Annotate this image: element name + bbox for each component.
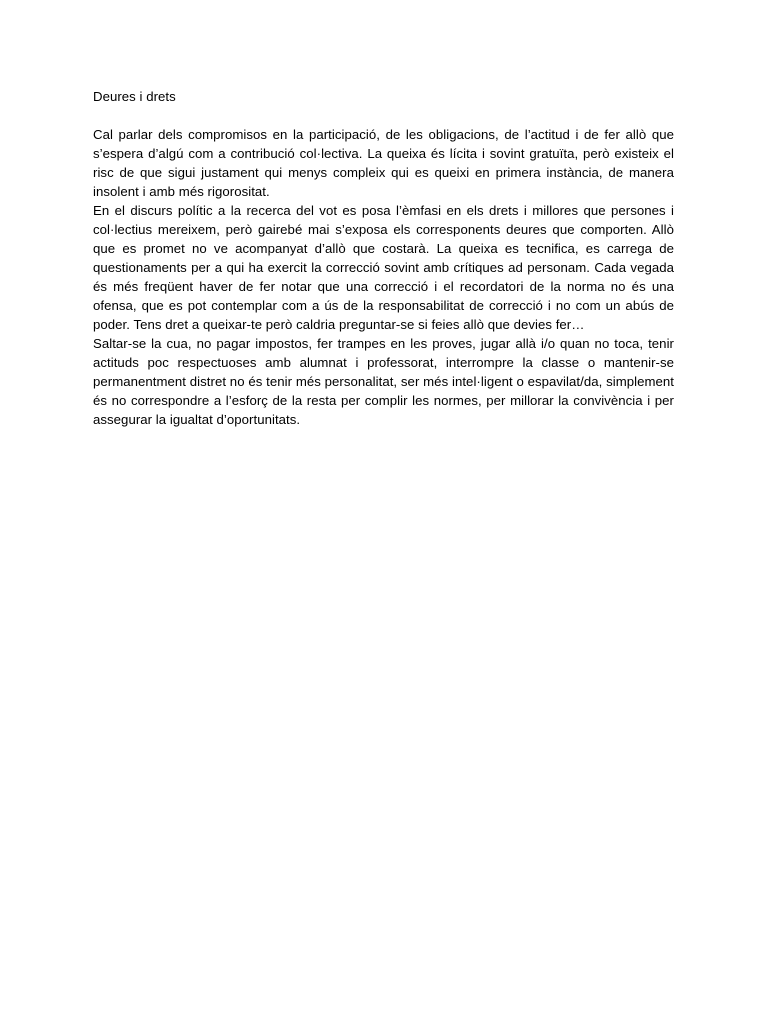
- paragraph-1: Cal parlar dels compromisos en la participació, de les obligacions, de l’actitud i de fer allò que s’espera d’algú com a contribució col·lectiva. La queixa és lícita i sovint gratuïta, però existeix el risc de que sigui justament qui menys compleix qui es queixi en primera instància, de manera insolent i amb més rigorositat.: [93, 127, 674, 199]
- paragraph-3: Saltar-se la cua, no pagar impostos, fer trampes en les proves, jugar allà i/o quan no toca, tenir actituds poc respectuoses amb alumnat i professorat, interrompre la classe o mantenir-se permanentment distret no és tenir més personalitat, ser més intel·ligent o espavilat/da, simplement és no correspondre a l’esforç de la resta per complir les normes, per millorar la convivència i per assegurar la igualtat d’oportunitats.: [93, 336, 674, 427]
- document-title: Deures i drets: [93, 89, 176, 104]
- document-body: [93, 87, 674, 429]
- paragraph-2: En el discurs polític a la recerca del vot es posa l’èmfasi en els drets i millores que persones i col·lectius mereixem, però gairebé mai s’exposa els corresponents deures que comporten. Allò que es promet no ve acompanyat d’allò que costarà. La queixa es tecnifica, es carrega de questionaments per a qui ha exercit la correcció sovint amb crítiques ad personam. Cada vegada és més freqüent haver de fer notar que una correcció i el recordatori de la norma no és una ofensa, que es pot contemplar com a ús de la responsabilitat de correcció i no com un abús de poder. Tens dret a queixar-te però caldria preguntar-se si feies allò que devies fer…: [93, 203, 674, 332]
